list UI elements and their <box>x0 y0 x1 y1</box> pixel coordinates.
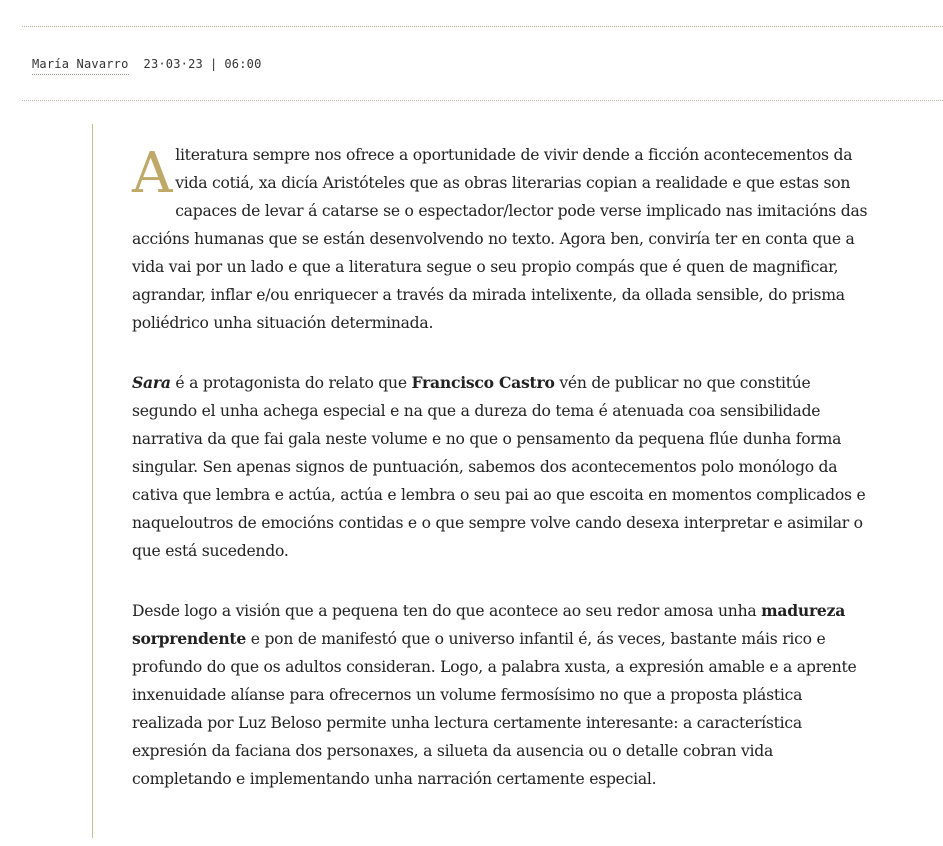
date-time-separator: | <box>209 57 218 71</box>
byline <box>32 57 262 75</box>
author-link[interactable]: María Navarro <box>32 57 129 75</box>
paragraph-3-text-b: e pon de manifestó que o universo infantil é, ás veces, bastante máis rico e profundo do que os adultos consideran. Logo, a palabra xusta, a expresión amable e a aprente inxenuidade alíanse para ofrecernos un volume fermosísimo no que a proposta plástica realizada por Luz Beloso permite unha lectura certamente interesante: a característica expresión da faciana dos personaxes, a silueta da ausencia ou o detalle cobran vida completando e implementando unha narración certamente especial. <box>132 630 857 788</box>
highlight-phrase: madureza sorprendente <box>132 601 846 648</box>
article-meta-bar <box>22 26 943 101</box>
paragraph-2-text-a: é a protagonista do relato que <box>170 374 412 392</box>
paragraph-3-text-a: Desde logo a visión que a pequena ten do que acontece ao seu redor amosa unha <box>132 602 762 620</box>
drop-cap: A <box>132 141 173 206</box>
paragraph-1 <box>132 141 868 337</box>
paragraph-2-text-b: vén de publicar no que constitúe segundo el unha achega especial e na que a dureza do tema é atenuada coa sensibilidade narrativa da que fai gala neste volume e no que o pensamento da pequena flúe dunha forma singular. Sen apenas signos de puntuación, sabemos dos acontecementos polo monólogo da cativa que lembra e actúa, actúa e lembra o seu pai ao que escoita en momentos complicados e naqueloutros de emocións contidas e o que sempre volve cando desexa interpretar e asimilar o que está sucedendo. <box>132 374 866 560</box>
publish-time: 06:00 <box>224 57 262 71</box>
book-title: Sara <box>132 373 171 392</box>
article-body <box>132 141 868 825</box>
paragraph-1-text: literatura sempre nos ofrece a oportunidade de vivir dende a ficción acontecementos da vida cotiá, xa dicía Aristóteles que as obras literarias copian a realidade e que estas son capaces de levar á catarse se o espectador/lector pode verse implicado nas imitacións das accións humanas que se están desenvolvendo no texto. Agora ben, conviría ter en conta que a vida vai por un lado e que a literatura segue o seu propio compás que é quen de magnificar, agrandar, inflar e/ou enriquecer a través da mirada intelixente, da ollada sensible, do prisma poliédrico unha situación determinada. <box>132 146 868 332</box>
article-left-rule <box>92 124 93 838</box>
paragraph-3 <box>132 597 868 793</box>
paragraph-2 <box>132 369 868 565</box>
book-author-name: Francisco Castro <box>411 373 555 392</box>
publish-date: 23·03·23 <box>143 57 203 71</box>
